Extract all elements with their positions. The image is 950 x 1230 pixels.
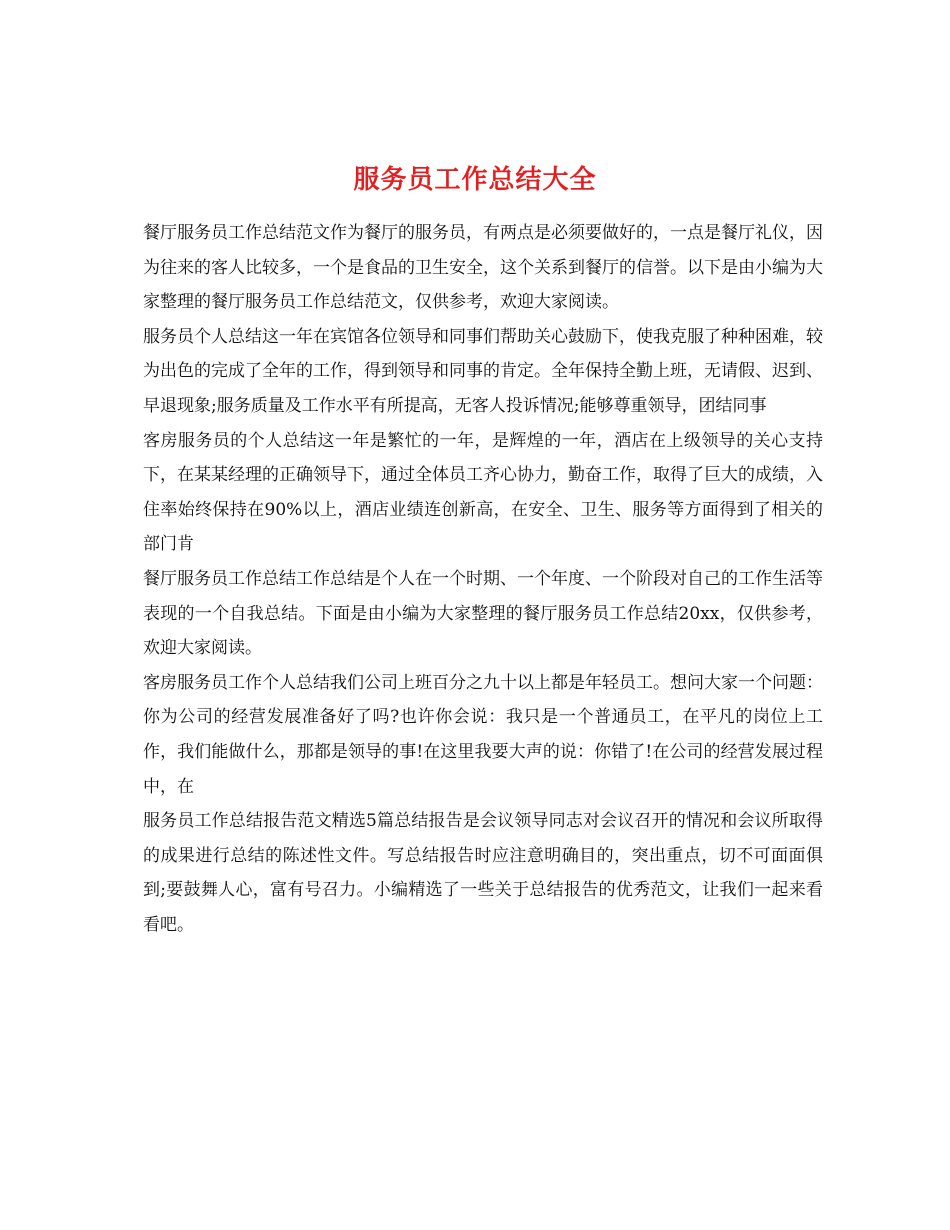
- document-title: 服务员工作总结大全: [353, 165, 597, 196]
- paragraph: 餐厅服务员工作总结范文作为餐厅的服务员，有两点是必须要做好的，一点是餐厅礼仪，因为往来的客人比较多，一个是食品的卫生安全，这个关系到餐厅的信誉。以下是由小编为大家整理的餐厅服务员工作总结范文，仅供参考，欢迎大家阅读。: [143, 223, 823, 313]
- paragraph: 客房服务员工作个人总结我们公司上班百分之九十以上都是年轻员工。想问大家一个问题：你为公司的经营发展准备好了吗?也许你会说：我只是一个普通员工，在平凡的岗位上工作，我们能做什么，那都是领导的事!在这里我要大声的说：你错了!在公司的经营发展过程中，在: [143, 672, 823, 797]
- paragraph: 客房服务员的个人总结这一年是繁忙的一年，是辉煌的一年，酒店在上级领导的关心支持下，在某某经理的正确领导下，通过全体员工齐心协力，勤奋工作，取得了巨大的成绩，入住率始终保持在90%以上，酒店业绩连创新高，在安全、卫生、服务等方面得到了相关的部门肯: [143, 430, 823, 555]
- paragraph: 服务员工作总结报告范文精选5篇总结报告是会议领导同志对会议召开的情况和会议所取得的成果进行总结的陈述性文件。写总结报告时应注意明确目的，突出重点，切不可面面俱到;要鼓舞人心，富有号召力。小编精选了一些关于总结报告的优秀范文，让我们一起来看看吧。: [143, 811, 823, 935]
- paragraph: 餐厅服务员工作总结工作总结是个人在一个时期、一个年度、一个阶段对自己的工作生活等表现的一个自我总结。下面是由小编为大家整理的餐厅服务员工作总结20xx，仅供参考，欢迎大家阅读。: [143, 568, 823, 659]
- document-body: [143, 216, 823, 942]
- paragraph: 服务员个人总结这一年在宾馆各位领导和同事们帮助关心鼓励下，使我克服了种种困难，较为出色的完成了全年的工作，得到领导和同事的肯定。全年保持全勤上班，无请假、迟到、早退现象;服务质量及工作水平有所提高，无客人投诉情况;能够尊重领导，团结同事: [143, 326, 823, 416]
